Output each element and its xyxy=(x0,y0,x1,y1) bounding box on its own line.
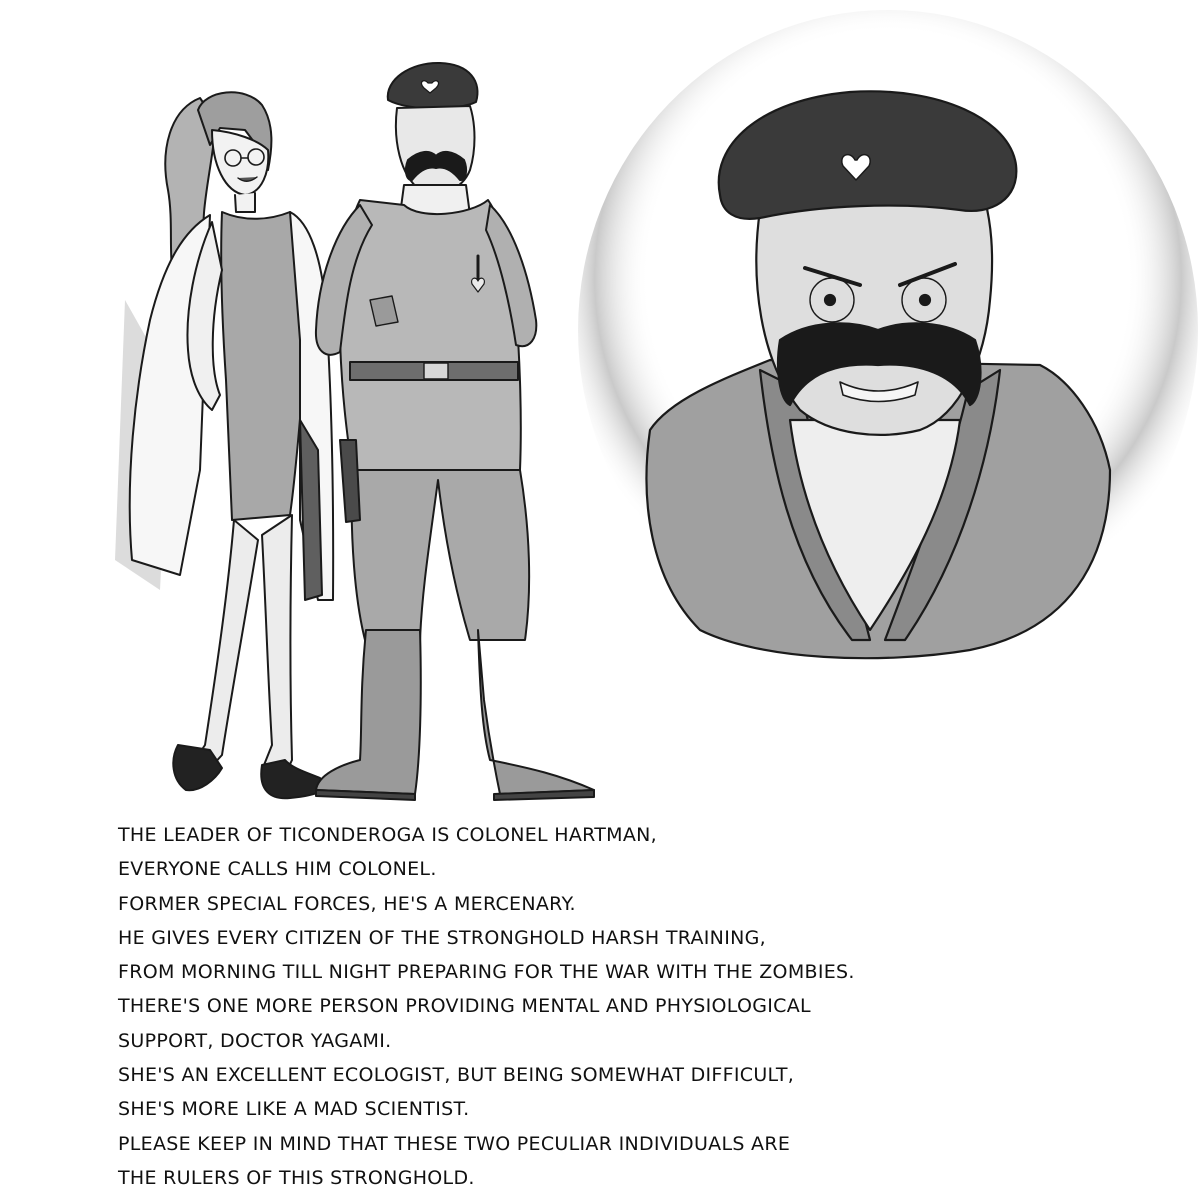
caption-line: EVERYONE CALLS HIM COLONEL. xyxy=(118,858,437,881)
caption-line: FROM MORNING TILL NIGHT PREPARING FOR THE WAR WITH THE ZOMBIES. xyxy=(118,961,855,984)
caption-line: FORMER SPECIAL FORCES, HE'S A MERCENARY. xyxy=(118,892,576,915)
colonel-figure xyxy=(316,63,594,800)
caption-line: SUPPORT, DOCTOR YAGAMI. xyxy=(118,1029,392,1052)
caption-line: PLEASE KEEP IN MIND THAT THESE TWO PECULIAR INDIVIDUALS ARE xyxy=(118,1132,791,1155)
caption-line: THE RULERS OF THIS STRONGHOLD. xyxy=(118,1166,475,1189)
caption-line: HE GIVES EVERY CITIZEN OF THE STRONGHOLD HARSH TRAINING, xyxy=(118,926,766,949)
caption-text xyxy=(118,818,1178,1195)
scientist-figure xyxy=(115,92,333,798)
caption-line: SHE'S MORE LIKE A MAD SCIENTIST. xyxy=(118,1098,470,1121)
caption-line: THE LEADER OF TICONDEROGA IS COLONEL HARTMAN, xyxy=(118,824,658,846)
caption-line: SHE'S AN EXCELLENT ECOLOGIST, BUT BEING SOMEWHAT DIFFICULT, xyxy=(118,1064,795,1087)
colonel-portrait xyxy=(578,10,1198,658)
caption-line: THERE'S ONE MORE PERSON PROVIDING MENTAL AND PHYSIOLOGICAL xyxy=(118,995,811,1018)
